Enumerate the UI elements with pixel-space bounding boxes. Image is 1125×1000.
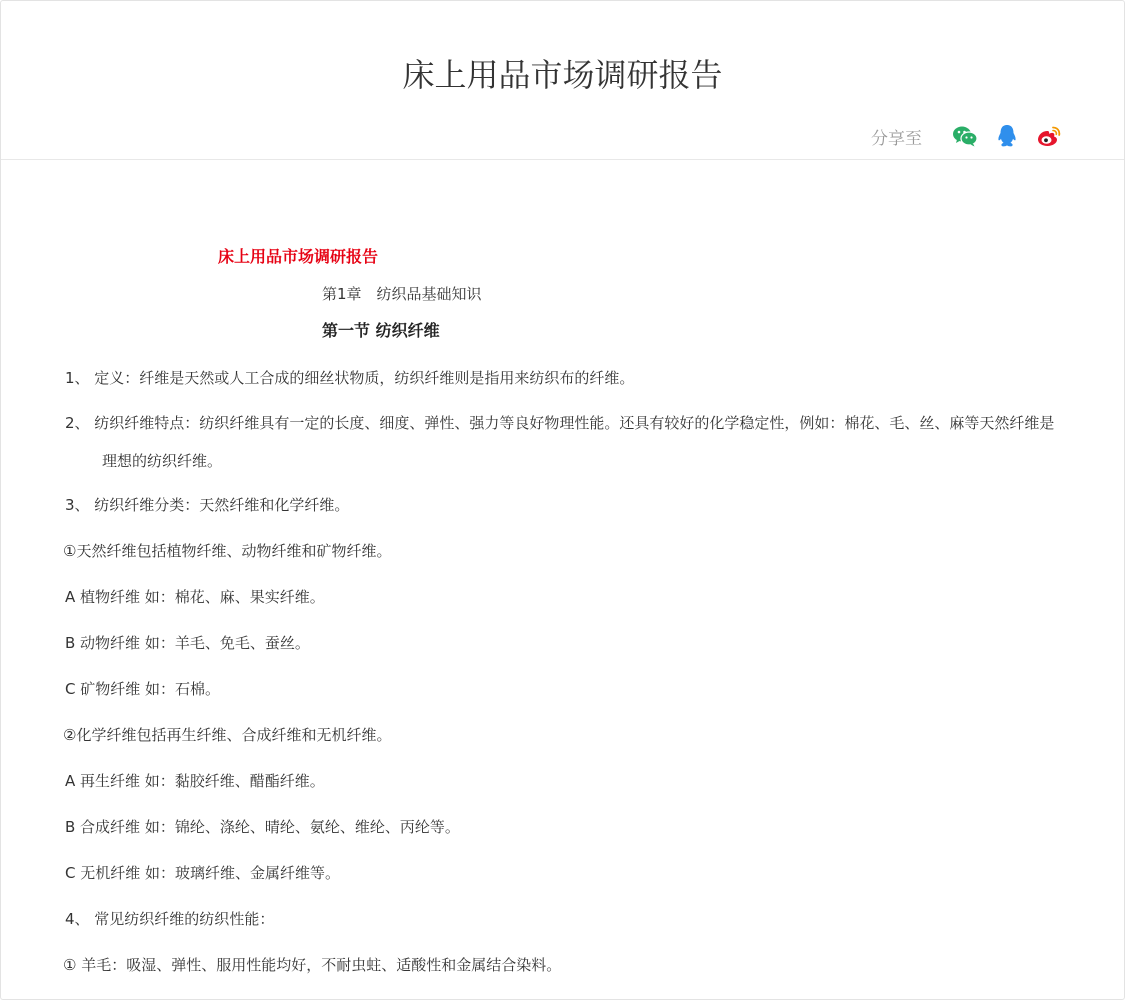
paragraph: 1、 定义：纤维是天然或人工合成的细丝状物质，纺织纤维则是指用来纺织布的纤维。	[65, 369, 635, 387]
share-bar	[871, 120, 1062, 152]
article-header	[1, 1, 1124, 160]
section-title: 第一节 纺织纤维	[322, 321, 440, 340]
paragraph: ①天然纤维包括植物纤维、动物纤维和矿物纤维。	[63, 542, 392, 560]
paragraph: ②化学纤维包括再生纤维、合成纤维和无机纤维。	[63, 726, 392, 744]
paragraph: B 动物纤维 如：羊毛、免毛、蚕丝。	[65, 634, 310, 652]
chapter-number: 第1章	[322, 285, 362, 303]
chapter-title	[322, 282, 482, 306]
paragraph: A 植物纤维 如：棉花、麻、果实纤维。	[65, 588, 325, 606]
wechat-icon[interactable]	[952, 123, 978, 149]
page-title: 床上用品市场调研报告	[402, 57, 723, 93]
document-heading: 床上用品市场调研报告	[218, 247, 379, 266]
weibo-icon[interactable]	[1036, 123, 1062, 149]
paragraph: 2、 纺织纤维特点：纺织纤维具有一定的长度、细度、弹性、强力等良好物理性能。还具有较好的化学稳定性，例如：棉花、毛、丝、麻等天然纤维是理想的纺织纤维。	[65, 414, 1055, 470]
share-label: 分享至	[871, 128, 922, 148]
chapter-name: 纺织品基础知识	[376, 285, 482, 303]
paragraph: B 合成纤维 如：锦纶、涤纶、晴纶、氨纶、维纶、丙纶等。	[65, 818, 460, 836]
qq-icon[interactable]	[994, 123, 1020, 149]
paragraph: ① 羊毛：吸湿、弹性、服用性能均好，不耐虫蛀、适酸性和金属结合染料。	[63, 956, 562, 974]
paragraph: C 无机纤维 如：玻璃纤维、金属纤维等。	[65, 864, 341, 882]
paragraph: 4、 常见纺织纤维的纺织性能：	[65, 910, 275, 928]
paragraph: A 再生纤维 如：黏胶纤维、醋酯纤维。	[65, 772, 325, 790]
paragraph: C 矿物纤维 如：石棉。	[65, 680, 221, 698]
paragraph: 3、 纺织纤维分类：天然纤维和化学纤维。	[65, 496, 350, 514]
